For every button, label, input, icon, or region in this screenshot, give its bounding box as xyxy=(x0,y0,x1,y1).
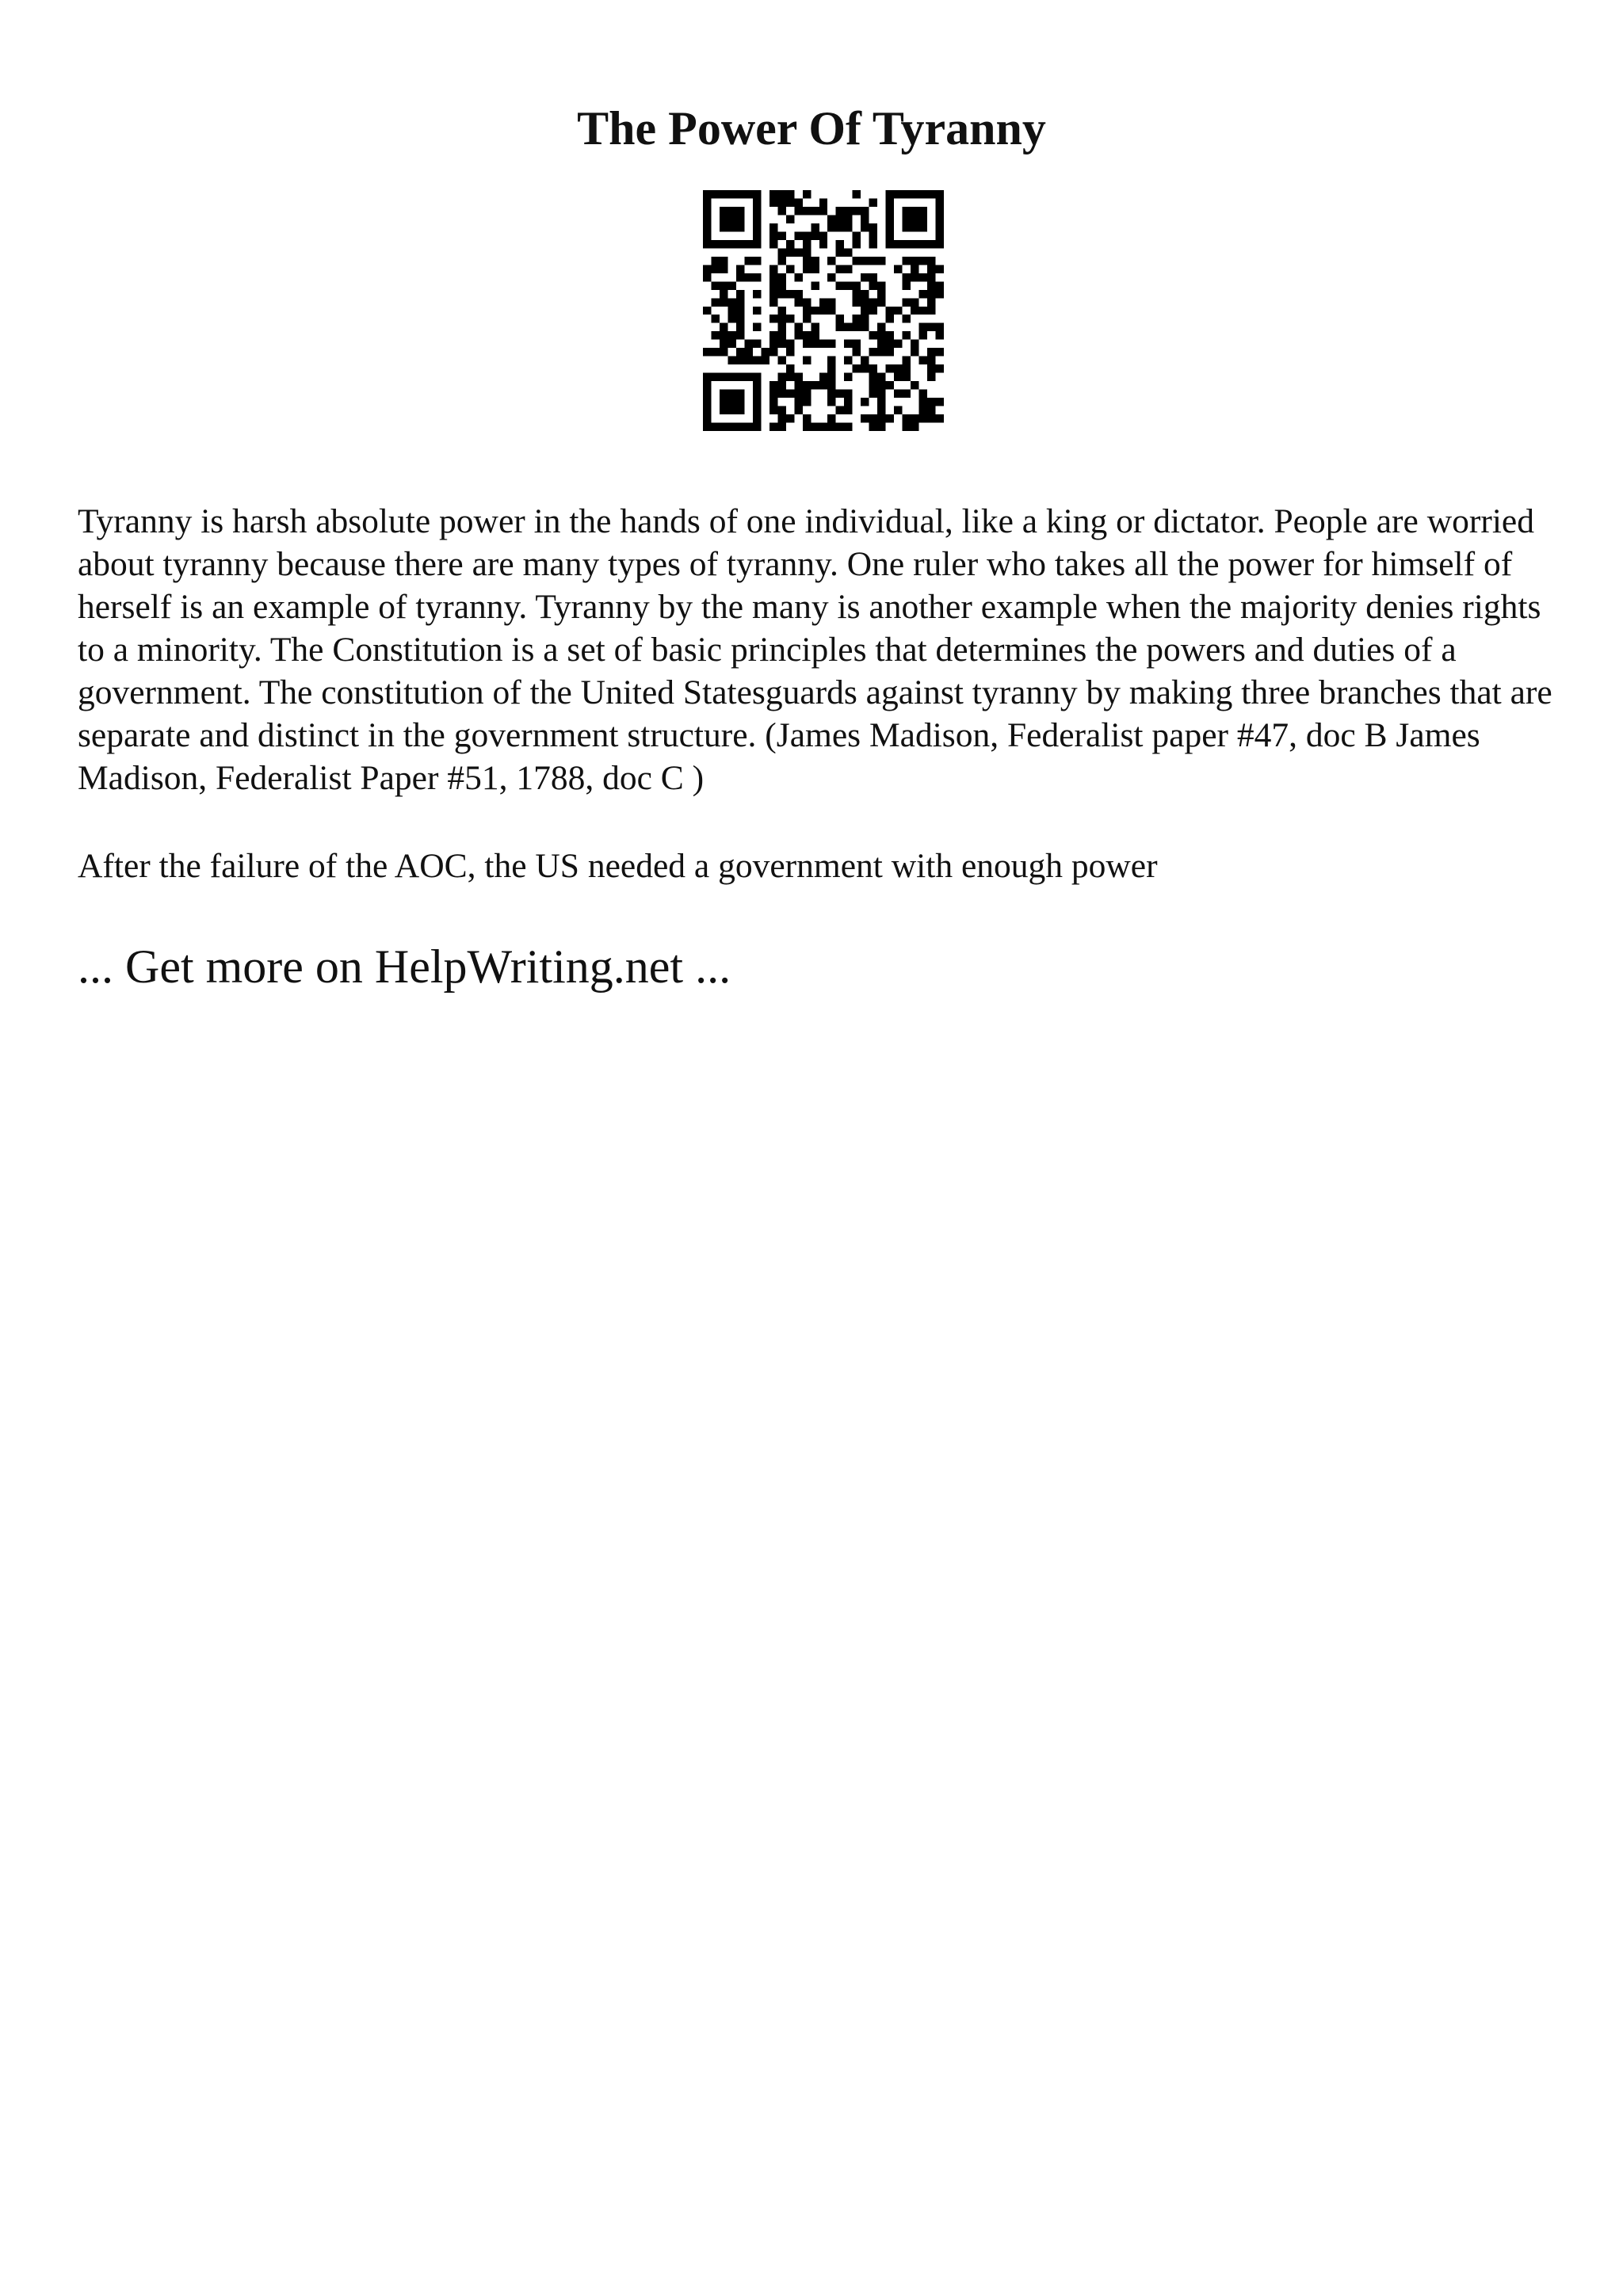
page-title: The Power Of Tyranny xyxy=(577,102,1046,154)
get-more-link[interactable]: ... Get more on HelpWriting.net ... xyxy=(78,940,731,993)
qr-code-icon xyxy=(703,190,944,431)
body-paragraph-1: Tyranny is harsh absolute power in the hands of one individual, like a king or dictator. People are worried about tyranny because there are many types of tyranny. One ruler who takes all the power for himself of herself is an example of tyranny. Tyranny by the many is another example when the majority denies rights to a minority. The Constitution is a set of basic principles that determines the powers and duties of a government. The constitution of the United Statesguards against tyranny by making three branches that are separate and distinct in the government structure. (James Madison, Federalist paper #47, doc B James Madison, Federalist Paper #51, 1788, doc C ) xyxy=(78,502,1552,797)
body-paragraph-2: After the failure of the AOC, the US needed a government with enough power xyxy=(78,847,1158,885)
